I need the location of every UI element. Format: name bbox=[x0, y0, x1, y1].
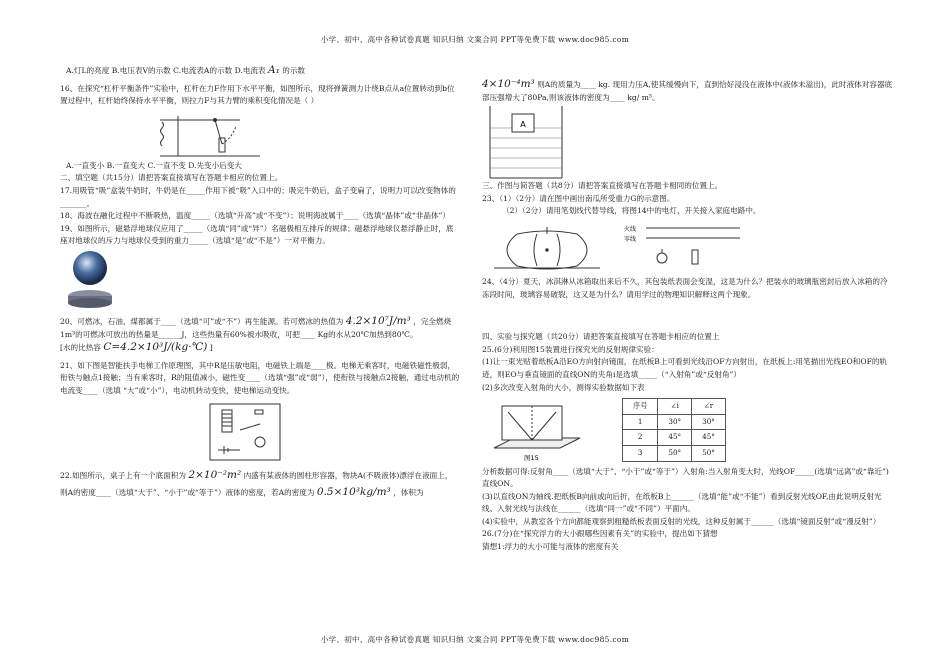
table-cell: 45° bbox=[692, 430, 726, 446]
table-header-cell: 序号 bbox=[623, 399, 658, 415]
q22-part-c: ，体积为 bbox=[393, 487, 424, 497]
q15-a1-symbol: A₁ bbox=[268, 64, 280, 76]
table-row bbox=[623, 445, 726, 461]
q25-part-1: (1)让一束光贴着纸板A沿EO方向射向镜面，在纸板B上可看到光线沿OF方向射出，在纸板上:用笔描出光线EO和OF的轨迹，则EO与垂直镜面的直线ON的夹角i是选填_____（“入射角”或“反射角”） bbox=[482, 357, 888, 379]
q16-options: A.一直变小 B.一直变大 C.一直不变 D.先变小后变大 bbox=[66, 160, 243, 170]
pumpkin-figure bbox=[492, 222, 602, 272]
q25-part-4: (4)实验中，从教室各个方向都能观察到粗糙纸板表面反射的光线，这种反射属于______（选填“镜面反射”或“漫反射”） bbox=[482, 516, 881, 526]
neutral-wire-label: 零线 bbox=[624, 235, 637, 243]
maglev-globe-figure bbox=[60, 248, 120, 310]
q15-options-text: A.灯L的亮度 B.电压表V的示数 C.电流表A的示数 D.电流表 bbox=[66, 66, 266, 75]
q22-volume: 4×10⁻⁴m³ bbox=[482, 78, 535, 90]
q20-heat-value: 4.2×10⁷J/m³ bbox=[345, 314, 411, 327]
q24-text: 24、（4分）夏天，冰淇淋从冰箱取出来后不久，其包装纸表面会变湿，这是为什么？把装水的玻璃瓶密封后放入冰箱的冷冻段时间，玻璃容易破裂，这又是为什么？请用学过的物理知识解释这两个现象。 bbox=[482, 276, 888, 299]
table-cell: 30° bbox=[658, 414, 692, 430]
q22-part-b: 内盛有某液体的圆柱形容器，物块A(不吸液体)漂浮在液面上，则A的密度____（选填“大于”、“小于”或“等于”）液体的密度，若A的密度为 bbox=[60, 470, 453, 497]
table-cell: 30° bbox=[692, 414, 726, 430]
q16-text: 16、在探究“杠杆平衡条件”实验中，杠杆在力F作用下水平平衡，如图所示，现将弹簧测力计绕B点从a位置转动到b位置过程中，杠杆始终保持水平平衡，则拉力F与其力臂的乘积变化情况是（ ） bbox=[60, 83, 455, 106]
lever-figure bbox=[60, 108, 460, 160]
q15-options bbox=[60, 64, 460, 78]
q20-text bbox=[60, 315, 460, 341]
q18-text: 18、海波在融化过程中不断吸热，温度_____（选填“升高”或“不变”）；说明海波属于____（选填“晶体”或“非晶体”） bbox=[60, 211, 451, 221]
q25-figures bbox=[492, 398, 894, 461]
page-header: 小学、初中、高中各种试卷真题 知识归纳 文案合同 PPT等免费下载 www.doc985.com bbox=[320, 35, 630, 44]
q22-continued bbox=[482, 78, 894, 104]
q23-part-1: 23、（1）（2分）请在图中画出南瓜所受重力G的示意图。 bbox=[482, 193, 675, 203]
q15-options-tail: 的示数 bbox=[282, 66, 306, 75]
section-3-heading: 三、作图与简答题（共8分）请把答案直接填写在答题卡相同的位置上。 bbox=[482, 181, 723, 191]
table-cell: 50° bbox=[658, 445, 692, 461]
table-row bbox=[623, 430, 726, 446]
q17-text: 17.用吸管“吸”盒装牛奶时，牛奶是在_____作用下被“吸”入口中的；吸完牛奶后，盒子变扁了，说明力可以改变物体的_______。 bbox=[60, 185, 456, 208]
elevator-circuit-figure bbox=[60, 398, 460, 462]
q20-part-b: ，完全燃烧1m³的可燃冰可放出的热量是______J，这些热量有60%被水吸收，可把____ Kg的水从20℃加热到80℃。 bbox=[60, 316, 452, 339]
q22-part-d: 则A的质量为____ kg. 现用力压A,使其缓慢向下，直到恰好浸没在液体中(液体未溢出)，此时液体对容器底部压强增大了80Pa,则该液体的密度为____ kg/ m³。 bbox=[482, 80, 893, 102]
q25-part-3: (3)以直线ON为轴线.把纸板B向前或向后折，在纸板B上______（选填“能”或“不能”）看到反射光线OF,由此说明反射光线、入射光线与法线在______（选填“同一”或“不同”）平面内。 bbox=[482, 491, 882, 514]
page-footer: 小学、初中、高中各种试卷真题 知识归纳 文案合同 PPT等免费下载 www.doc985.com bbox=[320, 635, 630, 644]
q26-guess-1: 猜想1:浮力的大小可能与液体的密度有关 bbox=[482, 542, 619, 552]
q19-text: 19、如图所示，磁悬浮地球仪应用了_____（选填“同”或“异”）名磁极相互排斥的规律；磁悬浮地球仪悬浮静止时，底座对地球仪的斥力与地球仪受到的重力_____（选填“是”或“不是”）一对平衡力。 bbox=[60, 223, 454, 246]
reflection-setup-figure bbox=[492, 402, 582, 462]
q25-text: 25.(6分)利用图15装置进行探究光的反射规律实验： bbox=[482, 344, 659, 354]
table-cell: 3 bbox=[623, 445, 658, 461]
q25-analysis: 分析数据可得:反射角____（选填“大于”、“小于”或“等于”）入射角:当入射角变大时，光线OF_____(选填“远离”或“靠近”)直线ON。 bbox=[482, 466, 889, 489]
reflection-data-table bbox=[622, 398, 726, 461]
q22-base-area: 2×10⁻²m² bbox=[188, 468, 242, 481]
q20-bracket-prefix: [水的比热容 bbox=[60, 343, 101, 353]
right-column bbox=[482, 78, 894, 554]
table-cell: 1 bbox=[623, 414, 658, 430]
household-circuit-figure bbox=[622, 222, 742, 272]
block-a-label: A bbox=[520, 120, 526, 130]
q20-specific-heat-formula: C=4.2×10³J/(kg·℃) bbox=[103, 341, 208, 354]
q21-text: 21、如下图是智能扶手电梯工作原理图，其中R是压敏电阻，电磁铁上端是____极。电梯无乘客时，电磁铁磁性极弱，衔铁与触点1接触；当有乘客时，R的阻值减小，磁性变____（选填“强”或“弱”），使衔铁与接触点2接触，通过电动机的电流变____（选填 “大”或“小”），电动机转动变快，使电梯运动变快。 bbox=[60, 360, 460, 395]
table-header-row bbox=[623, 399, 726, 415]
table-header-cell: ∠r bbox=[692, 399, 726, 415]
container-with-block-figure bbox=[482, 104, 894, 180]
q22-part-a: 22.如图所示，桌子上有一个底面积为 bbox=[60, 470, 186, 480]
q22-density-a: 0.5×10³kg/m³ bbox=[316, 485, 391, 498]
table-cell: 50° bbox=[692, 445, 726, 461]
q22-text bbox=[60, 467, 460, 501]
live-wire-label: 火线 bbox=[624, 225, 637, 233]
section-4-heading: 四、实验与探究题（共20分）请把答案直接填写在答题卡相应的位置上 bbox=[482, 332, 720, 342]
q26-text: 26.(7分)在“探究浮力的大小跟哪些因素有关”的实验中，提出如下猜想 bbox=[482, 529, 718, 539]
left-column bbox=[60, 64, 460, 501]
q23-figures bbox=[492, 222, 894, 272]
table-header-cell: ∠i bbox=[658, 399, 692, 415]
q20-specific-heat bbox=[60, 341, 460, 355]
section-2-heading: 二、填空题（共15分）请把答案直接填写在答题卡相应的位置上。 bbox=[60, 173, 283, 183]
q20-part-a: 20、可燃冰，石油、煤都属于____（选填“可”或“不”）再生能源。若可燃冰的热值为 bbox=[60, 316, 344, 326]
q20-bracket-suffix: ] bbox=[209, 343, 213, 353]
table-cell: 2 bbox=[623, 430, 658, 446]
table-cell: 45° bbox=[658, 430, 692, 446]
q25-part-2: (2)多次改变入射角的大小，测得实验数据如下表 bbox=[482, 382, 645, 392]
table-row bbox=[623, 414, 726, 430]
q23-part-2: （2）（2分）请用笔划线代替导线，将图14中的电灯，开关接入家庭电路中。 bbox=[502, 206, 761, 216]
figure-15-label: 图15 bbox=[524, 453, 539, 462]
